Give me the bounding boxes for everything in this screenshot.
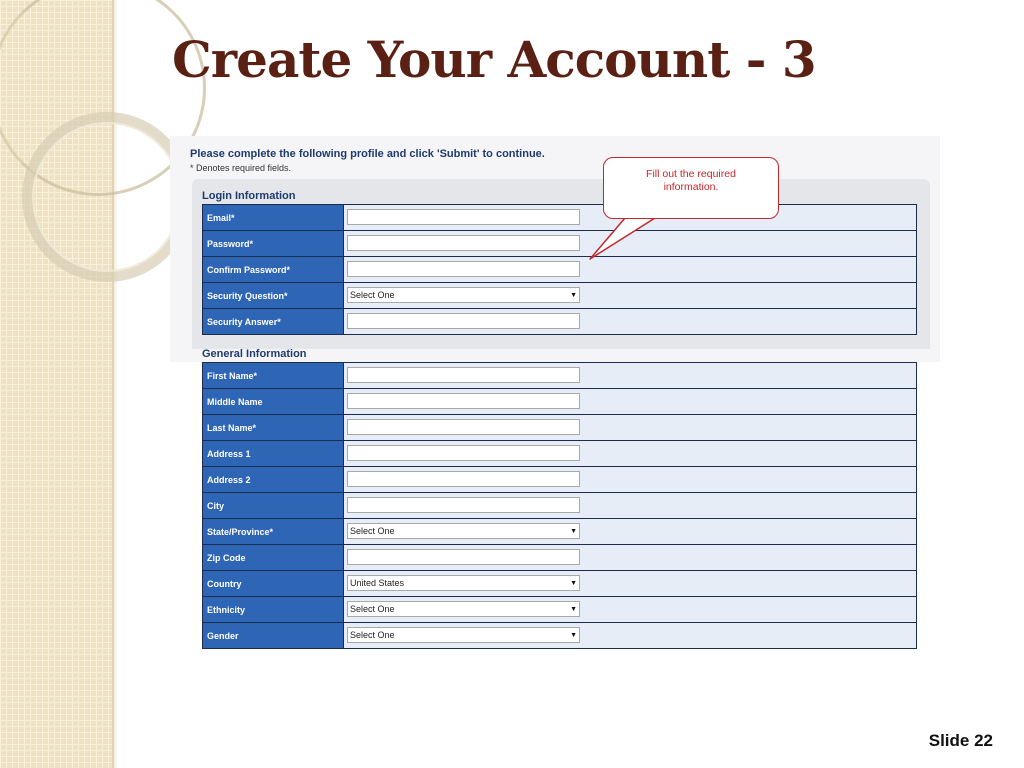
country-select[interactable] [347,575,580,591]
last-name-label: Last Name* [203,415,344,441]
general-information-table [202,362,917,649]
dropdown-arrow-icon: ▼ [570,527,577,535]
form-row [203,415,917,441]
form-row [203,257,917,283]
form-row [203,597,917,623]
gender-label: Gender [203,623,344,649]
first-name-label: First Name* [203,363,344,389]
callout-pointer [585,216,685,261]
form-row [203,493,917,519]
security-answer-label: Security Answer* [203,309,344,335]
country-cell [344,571,917,597]
security-answer-cell [344,309,917,335]
form-row [203,545,917,571]
state-province-selected-value: Select One [350,526,395,537]
state-province-select[interactable] [347,523,580,539]
email-input[interactable] [347,209,580,225]
state-province-cell [344,519,917,545]
dropdown-arrow-icon: ▼ [570,631,577,639]
form-intro-text: Please complete the following profile and click 'Submit' to continue. [190,148,545,160]
form-row [203,623,917,649]
confirm-password-input[interactable] [347,261,580,277]
zip-code-label: Zip Code [203,545,344,571]
address-1-label: Address 1 [203,441,344,467]
form-row [203,519,917,545]
security-question-label: Security Question* [203,283,344,309]
general-section-title: General Information [202,348,307,360]
middle-name-label: Middle Name [203,389,344,415]
confirm-password-label: Confirm Password* [203,257,344,283]
ethnicity-select[interactable] [347,601,580,617]
ethnicity-cell [344,597,917,623]
middle-name-cell [344,389,917,415]
state-province-label: State/Province* [203,519,344,545]
address-2-cell [344,467,917,493]
form-row [203,205,917,231]
slide-title: Create Your Account - 3 [172,30,816,89]
gender-selected-value: Select One [350,630,395,641]
city-label: City [203,493,344,519]
country-label: Country [203,571,344,597]
address-2-label: Address 2 [203,467,344,493]
address-1-input[interactable] [347,445,580,461]
required-fields-note: * Denotes required fields. [190,163,292,173]
ethnicity-label: Ethnicity [203,597,344,623]
slide-number: Slide 22 [928,731,993,750]
form-row [203,441,917,467]
city-cell [344,493,917,519]
address-2-input[interactable] [347,471,580,487]
city-input[interactable] [347,497,580,513]
gender-cell [344,623,917,649]
security-question-cell [344,283,917,309]
zip-code-cell [344,545,917,571]
dropdown-arrow-icon: ▼ [570,605,577,613]
ethnicity-selected-value: Select One [350,604,395,615]
first-name-cell [344,363,917,389]
form-row [203,467,917,493]
callout-fill-required: Fill out the required information. [603,157,779,219]
dropdown-arrow-icon: ▼ [570,579,577,587]
form-row [203,231,917,257]
first-name-input[interactable] [347,367,580,383]
decorative-side-strip [0,0,114,768]
password-input[interactable] [347,235,580,251]
form-row [203,283,917,309]
password-label: Password* [203,231,344,257]
zip-code-input[interactable] [347,549,580,565]
last-name-input[interactable] [347,419,580,435]
dropdown-arrow-icon: ▼ [570,291,577,299]
email-label: Email* [203,205,344,231]
address-1-cell [344,441,917,467]
login-information-table [202,204,917,335]
form-row [203,389,917,415]
country-selected-value: United States [350,578,405,589]
gender-select[interactable] [347,627,580,643]
security-answer-input[interactable] [347,313,580,329]
form-row [203,309,917,335]
form-row [203,363,917,389]
form-row [203,571,917,597]
security-question-selected-value: Select One [350,290,395,301]
middle-name-input[interactable] [347,393,580,409]
last-name-cell [344,415,917,441]
login-section-title: Login Information [202,190,296,202]
security-question-select[interactable] [347,287,580,303]
